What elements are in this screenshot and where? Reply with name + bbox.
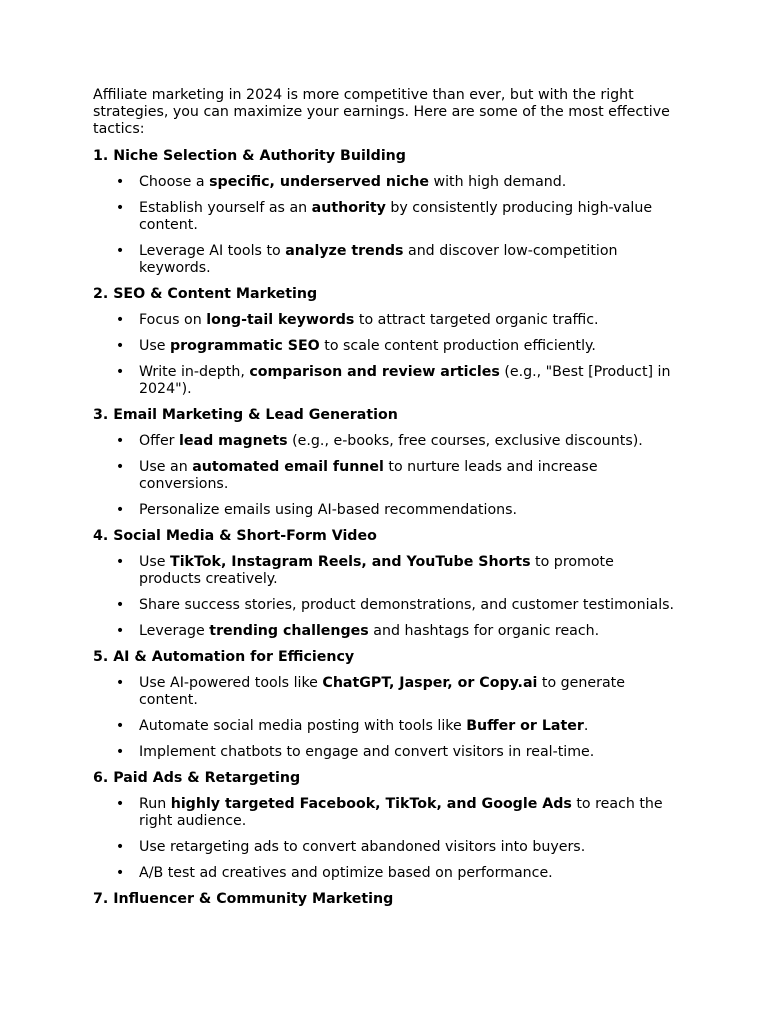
text-run: Use retargeting ads to convert abandoned visitors into buyers. bbox=[139, 839, 586, 855]
bullet-icon: • bbox=[115, 744, 125, 760]
text-run: to promote products creatively. bbox=[139, 554, 614, 587]
bullet-icon: • bbox=[115, 718, 125, 734]
bold-text: highly targeted Facebook, TikTok, and Google Ads bbox=[170, 796, 572, 812]
bullet-list bbox=[93, 174, 678, 277]
list-item bbox=[93, 839, 678, 856]
text-run: by consistently producing high-value content. bbox=[139, 200, 653, 233]
bullet-icon: • bbox=[115, 796, 125, 812]
bold-text: programmatic SEO bbox=[170, 338, 320, 354]
list-item bbox=[93, 312, 678, 329]
list-item bbox=[93, 597, 678, 614]
section-heading: 5. AI & Automation for Efficiency bbox=[93, 649, 355, 665]
section-heading: 4. Social Media & Short-Form Video bbox=[93, 528, 377, 544]
bullet-icon: • bbox=[115, 433, 125, 449]
bold-text: authority bbox=[311, 200, 386, 216]
bullet-icon: • bbox=[115, 623, 125, 639]
text-run: and discover low-competition keywords. bbox=[139, 243, 618, 276]
list-item bbox=[93, 502, 678, 519]
bold-text: comparison and review articles bbox=[249, 364, 500, 380]
text-run: with high demand. bbox=[428, 174, 567, 190]
section-heading: 2. SEO & Content Marketing bbox=[93, 286, 318, 302]
text-run: Use bbox=[139, 554, 171, 570]
bullet-icon: • bbox=[115, 459, 125, 475]
list-item bbox=[93, 796, 678, 830]
document-body bbox=[93, 87, 678, 917]
text-run: Use AI-powered tools like bbox=[139, 675, 323, 691]
text-run: (e.g., e-books, free courses, exclusive discounts). bbox=[287, 433, 643, 449]
list-item bbox=[93, 364, 678, 398]
text-run: (e.g., "Best [Product] in 2024"). bbox=[139, 364, 671, 397]
bullet-icon: • bbox=[115, 839, 125, 855]
text-run: Share success stories, product demonstrations, and customer testimonials. bbox=[139, 597, 675, 613]
bullet-list bbox=[93, 433, 678, 519]
bullet-icon: • bbox=[115, 312, 125, 328]
list-item bbox=[93, 433, 678, 450]
list-item bbox=[93, 623, 678, 640]
bold-text: TikTok, Instagram Reels, and YouTube Shorts bbox=[170, 554, 531, 570]
text-run: Write in-depth, bbox=[139, 364, 250, 380]
list-item bbox=[93, 675, 678, 709]
section-heading: 3. Email Marketing & Lead Generation bbox=[93, 407, 398, 423]
bold-text: specific, underserved niche bbox=[209, 174, 429, 190]
text-run: to scale content production efficiently. bbox=[319, 338, 596, 354]
bullet-icon: • bbox=[115, 174, 125, 190]
text-run: A/B test ad creatives and optimize based on performance. bbox=[139, 865, 553, 881]
text-run: Focus on bbox=[139, 312, 207, 328]
text-run: Offer bbox=[139, 433, 180, 449]
text-run: Establish yourself as an bbox=[139, 200, 312, 216]
text-run: Leverage bbox=[139, 623, 210, 639]
list-item bbox=[93, 744, 678, 761]
bullet-icon: • bbox=[115, 597, 125, 613]
bullet-icon: • bbox=[115, 675, 125, 691]
bullet-icon: • bbox=[115, 200, 125, 216]
bullet-icon: • bbox=[115, 364, 125, 380]
bullet-icon: • bbox=[115, 502, 125, 518]
sections-container bbox=[93, 148, 678, 908]
bullet-list bbox=[93, 554, 678, 640]
intro-paragraph: Affiliate marketing in 2024 is more competitive than ever, but with the right strategies, you can maximize your earnings. Here are some of the most effective tactics: bbox=[93, 87, 670, 137]
bullet-list bbox=[93, 312, 678, 398]
text-run: to reach the right audience. bbox=[139, 796, 663, 829]
bold-text: automated email funnel bbox=[192, 459, 384, 475]
bold-text: lead magnets bbox=[179, 433, 288, 449]
list-item bbox=[93, 338, 678, 355]
bold-text: Buffer or Later bbox=[466, 718, 584, 734]
list-item bbox=[93, 554, 678, 588]
text-run: Automate social media posting with tools like bbox=[139, 718, 467, 734]
bullet-icon: • bbox=[115, 243, 125, 259]
text-run: Run bbox=[139, 796, 171, 812]
bold-text: trending challenges bbox=[209, 623, 369, 639]
section-heading: 1. Niche Selection & Authority Building bbox=[93, 148, 406, 164]
list-item bbox=[93, 459, 678, 493]
text-run: to generate content. bbox=[139, 675, 625, 708]
text-run: Use bbox=[139, 338, 171, 354]
text-run: Implement chatbots to engage and convert visitors in real-time. bbox=[139, 744, 595, 760]
list-item bbox=[93, 200, 678, 234]
list-item bbox=[93, 243, 678, 277]
text-run: . bbox=[583, 718, 589, 734]
bold-text: analyze trends bbox=[285, 243, 404, 259]
text-run: to nurture leads and increase conversions. bbox=[139, 459, 598, 492]
bullet-icon: • bbox=[115, 554, 125, 570]
section-heading: 7. Influencer & Community Marketing bbox=[93, 891, 394, 907]
bold-text: long-tail keywords bbox=[206, 312, 355, 328]
text-run: Leverage AI tools to bbox=[139, 243, 286, 259]
bullet-icon: • bbox=[115, 865, 125, 881]
text-run: Personalize emails using AI-based recommendations. bbox=[139, 502, 518, 518]
bold-text: ChatGPT, Jasper, or Copy.ai bbox=[322, 675, 538, 691]
list-item bbox=[93, 174, 678, 191]
text-run: and hashtags for organic reach. bbox=[368, 623, 600, 639]
text-run: to attract targeted organic traffic. bbox=[354, 312, 599, 328]
bullet-list bbox=[93, 796, 678, 882]
text-run: Choose a bbox=[139, 174, 210, 190]
list-item bbox=[93, 865, 678, 882]
section-heading: 6. Paid Ads & Retargeting bbox=[93, 770, 301, 786]
bullet-icon: • bbox=[115, 338, 125, 354]
bullet-list bbox=[93, 675, 678, 761]
list-item bbox=[93, 718, 678, 735]
text-run: Use an bbox=[139, 459, 193, 475]
